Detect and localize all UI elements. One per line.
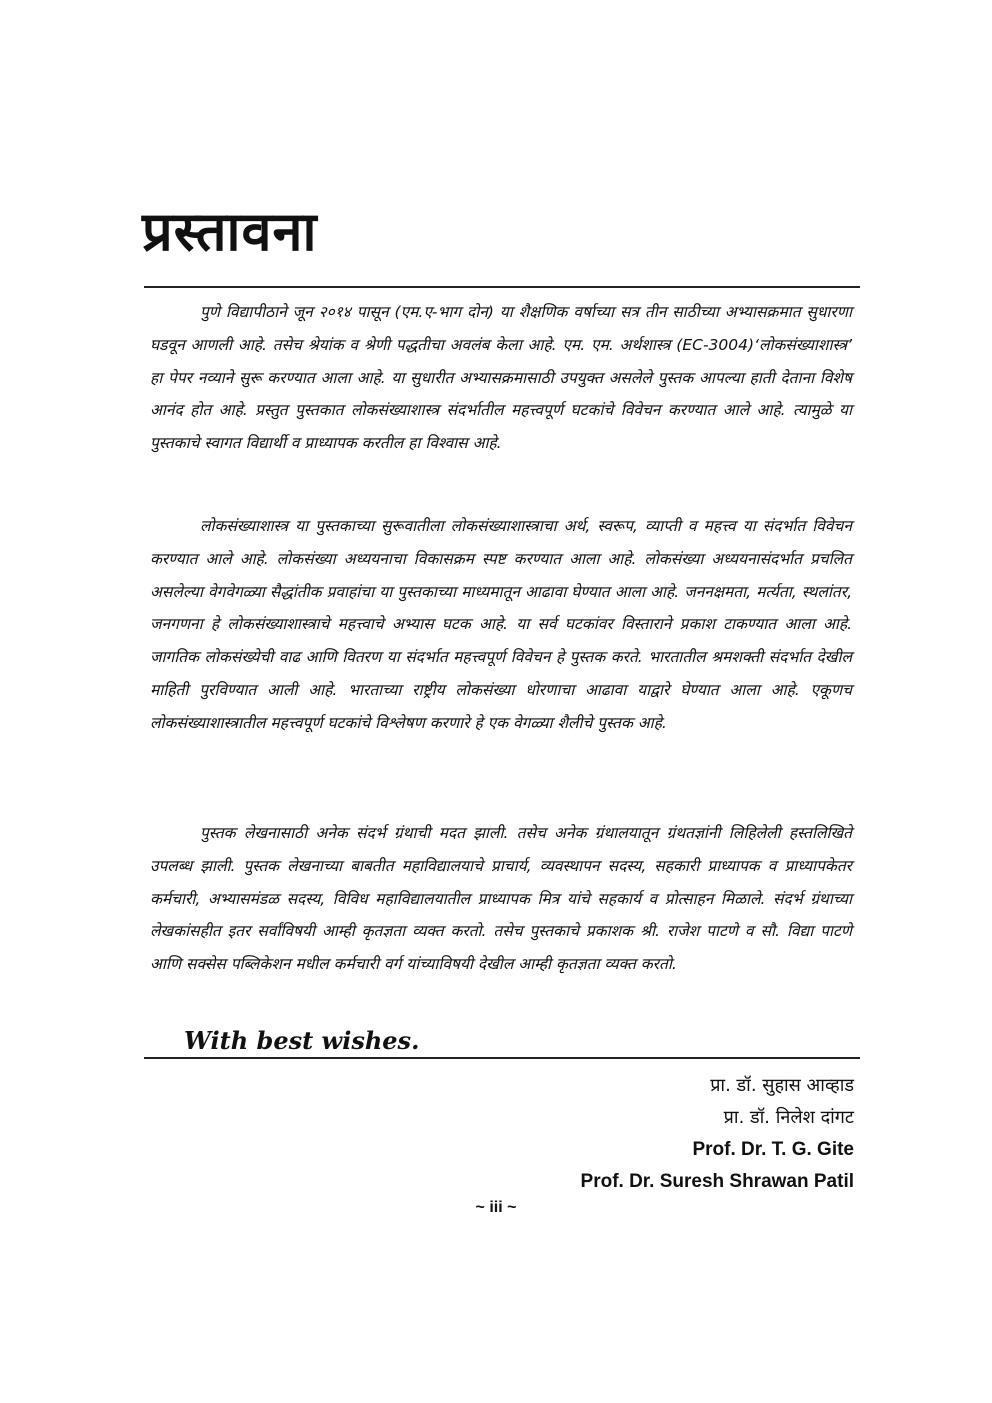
signatory-3: Prof. Dr. T. G. Gite <box>692 1139 854 1160</box>
preface-paragraph-2: लोकसंख्याशास्त्र या पुस्तकाच्या सुरूवातीला लोकसंख्याशास्त्राचा अर्थ, स्वरूप, व्याप्ती व महत्त्व या संदर्भात विवेचन करण्यात आले आहे. लोकसंख्या अध्ययनाचा विकासक्रम स्पष्ट करण्यात आला आहे. लोकसंख्या अध्ययनासंदर्भात प्रचलित असलेल्या वेगवेगळ्या सैद्धांतीक प्रवाहांचा या पुस्तकाच्या माध्यमातून आढावा घेण्यात आला आहे. जननक्षमता, मर्त्यता, स्थलांतर, जनगणना हे लोकसंख्याशास्त्राचे महत्त्वाचे अभ्यास घटक आहे. या सर्व घटकांवर विस्ताराने प्रकाश टाकण्यात आला आहे. जागतिक लोकसंख्येची वाढ आणि वितरण या संदर्भात महत्त्वपूर्ण विवेचन हे पुस्तक करते. भारतातील श्रमशक्ती संदर्भात देखील माहिती पुरविण्यात आली आहे. भारताच्या राष्ट्रीय लोकसंख्या धोरणाचा आढावा याद्वारे घेण्यात आला आहे. एकूणच लोकसंख्याशास्त्रातील महत्त्वपूर्ण घटकांचे विश्लेषण करणारे हे एक वेगळ्या शैलीचे पुस्तक आहे. <box>150 517 852 732</box>
signatory-2: प्रा. डॉ. निलेश दांगट <box>723 1107 854 1128</box>
closing-divider <box>144 1057 860 1059</box>
preface-paragraph-3: पुस्तक लेखनासाठी अनेक संदर्भ ग्रंथाची मदत झाली. तसेच अनेक ग्रंथालयातून ग्रंथतज्ञांनी लिहिलेली हस्तलिखिते उपलब्ध झाली. पुस्तक लेखनाच्या बाबतीत महाविद्यालयाचे प्राचार्य, व्यवस्थापन सदस्य, सहकारी प्राध्यापक व प्राध्यापकेतर कर्मचारी, अभ्यासमंडळ सदस्य, विविध महाविद्यालयातील प्राध्यापक मित्र यांचे सहकार्य व प्रोत्साहन मिळाले. संदर्भ ग्रंथाच्या लेखकांसहीत इतर सर्वांविषयी आम्ही कृतज्ञता व्यक्त करतो. तसेच पुस्तकाचे प्रकाशक श्री. राजेश पाटणे व सौ. विद्या पाटणे आणि सक्सेस पब्लिकेशन मधील कर्मचारी वर्ग यांच्याविषयी देखील आम्ही कृतज्ञता व्यक्त करतो. <box>150 824 852 974</box>
preface-paragraph-1: पुणे विद्यापीठाने जून २०१४ पासून (एम.ए-भाग दोन) या शैक्षणिक वर्षाच्या सत्र तीन साठीच्या अभ्यासक्रमात सुधारणा घडवून आणली आहे. तसेच श्रेयांक व श्रेणी पद्धतीचा अवलंब केला आहे. एम. एम. अर्थशास्त्र (EC-3004)‘लोकसंख्याशास्त्र’ हा पेपर नव्याने सुरू करण्यात आला आहे. या सुधारीत अभ्यासक्रमासाठी उपयुक्त असलेले पुस्तक आपल्या हाती देताना विशेष आनंद होत आहे. प्रस्तुत पुस्तकात लोकसंख्याशास्त्र संदर्भातील महत्त्वपूर्ण घटकांचे विवेचन करण्यात आले आहे. त्यामुळे या पुस्तकाचे स्वागत विद्यार्थी व प्राध्यापक करतील हा विश्वास आहे. <box>150 303 852 453</box>
signatory-list <box>581 1070 854 1198</box>
title-divider <box>144 286 860 288</box>
signatory-1: प्रा. डॉ. सुहास आव्हाड <box>710 1075 854 1096</box>
signatory-4: Prof. Dr. Suresh Shrawan Patil <box>580 1171 854 1192</box>
closing-wishes: With best wishes. <box>184 1026 420 1055</box>
page-title: प्रस्तावना <box>142 199 318 263</box>
page-number: ~ iii ~ <box>475 1199 517 1216</box>
